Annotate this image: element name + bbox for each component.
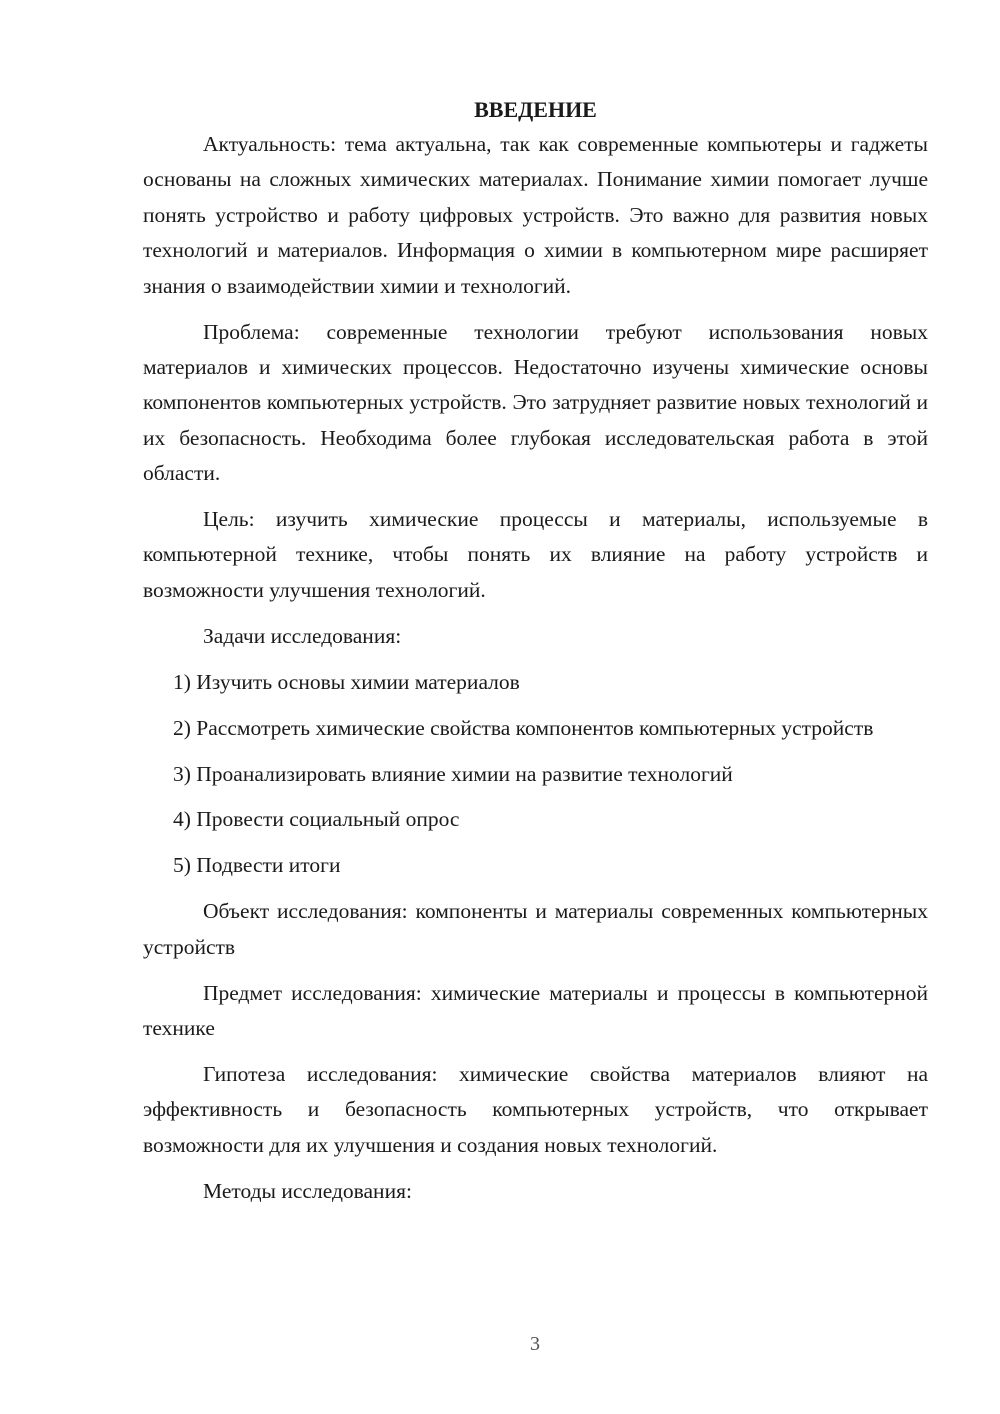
paragraph-subject: Предмет исследования: химические материалы и процессы в компьютерной технике <box>143 980 928 1040</box>
paragraph-goal: Цель: изучить химические процессы и материалы, используемые в компьютерной технике, чтобы понять их влияние на работу устройств и возможности улучшения технологий. <box>143 507 928 602</box>
task-item: 1) Изучить основы химии материалов <box>173 669 520 694</box>
paragraph-object: Объект исследования: компоненты и материалы современных компьютерных устройств <box>143 899 928 959</box>
task-item: 3) Проанализировать влияние химии на развитие технологий <box>173 761 733 786</box>
methods-heading: Методы исследования: <box>203 1178 412 1203</box>
page-content <box>143 92 928 1219</box>
page-number: 3 <box>530 1333 540 1355</box>
paragraph-relevance: Актуальность: тема актуальна, так как современные компьютеры и гаджеты основаны на сложных химических материалах. Понимание химии помогает лучше понять устройство и работу цифровых устройств. Это важно для развития новых технологий и материалов. Информация о химии в компьютерном мире расширяет знания о взаимодействии химии и технологий. <box>143 132 928 298</box>
paragraph-problem: Проблема: современные технологии требуют использования новых материалов и химических процессов. Недостаточно изучены химические основы компонентов компьютерных устройств. Это затрудняет развитие новых технологий и их безопасность. Необходима более глубокая исследовательская работа в этой области. <box>143 319 928 486</box>
task-item: 4) Провести социальный опрос <box>173 807 460 832</box>
section-title: ВВЕДЕНИЕ <box>474 97 597 122</box>
tasks-heading: Задачи исследования: <box>203 623 402 648</box>
paragraph-hypothesis: Гипотеза исследования: химические свойства материалов влияют на эффективность и безопасность компьютерных устройств, что открывает возможности для их улучшения и создания новых технологий. <box>143 1061 928 1157</box>
task-item: 2) Рассмотреть химические свойства компонентов компьютерных устройств <box>173 715 874 740</box>
task-item: 5) Подвести итоги <box>173 853 341 878</box>
